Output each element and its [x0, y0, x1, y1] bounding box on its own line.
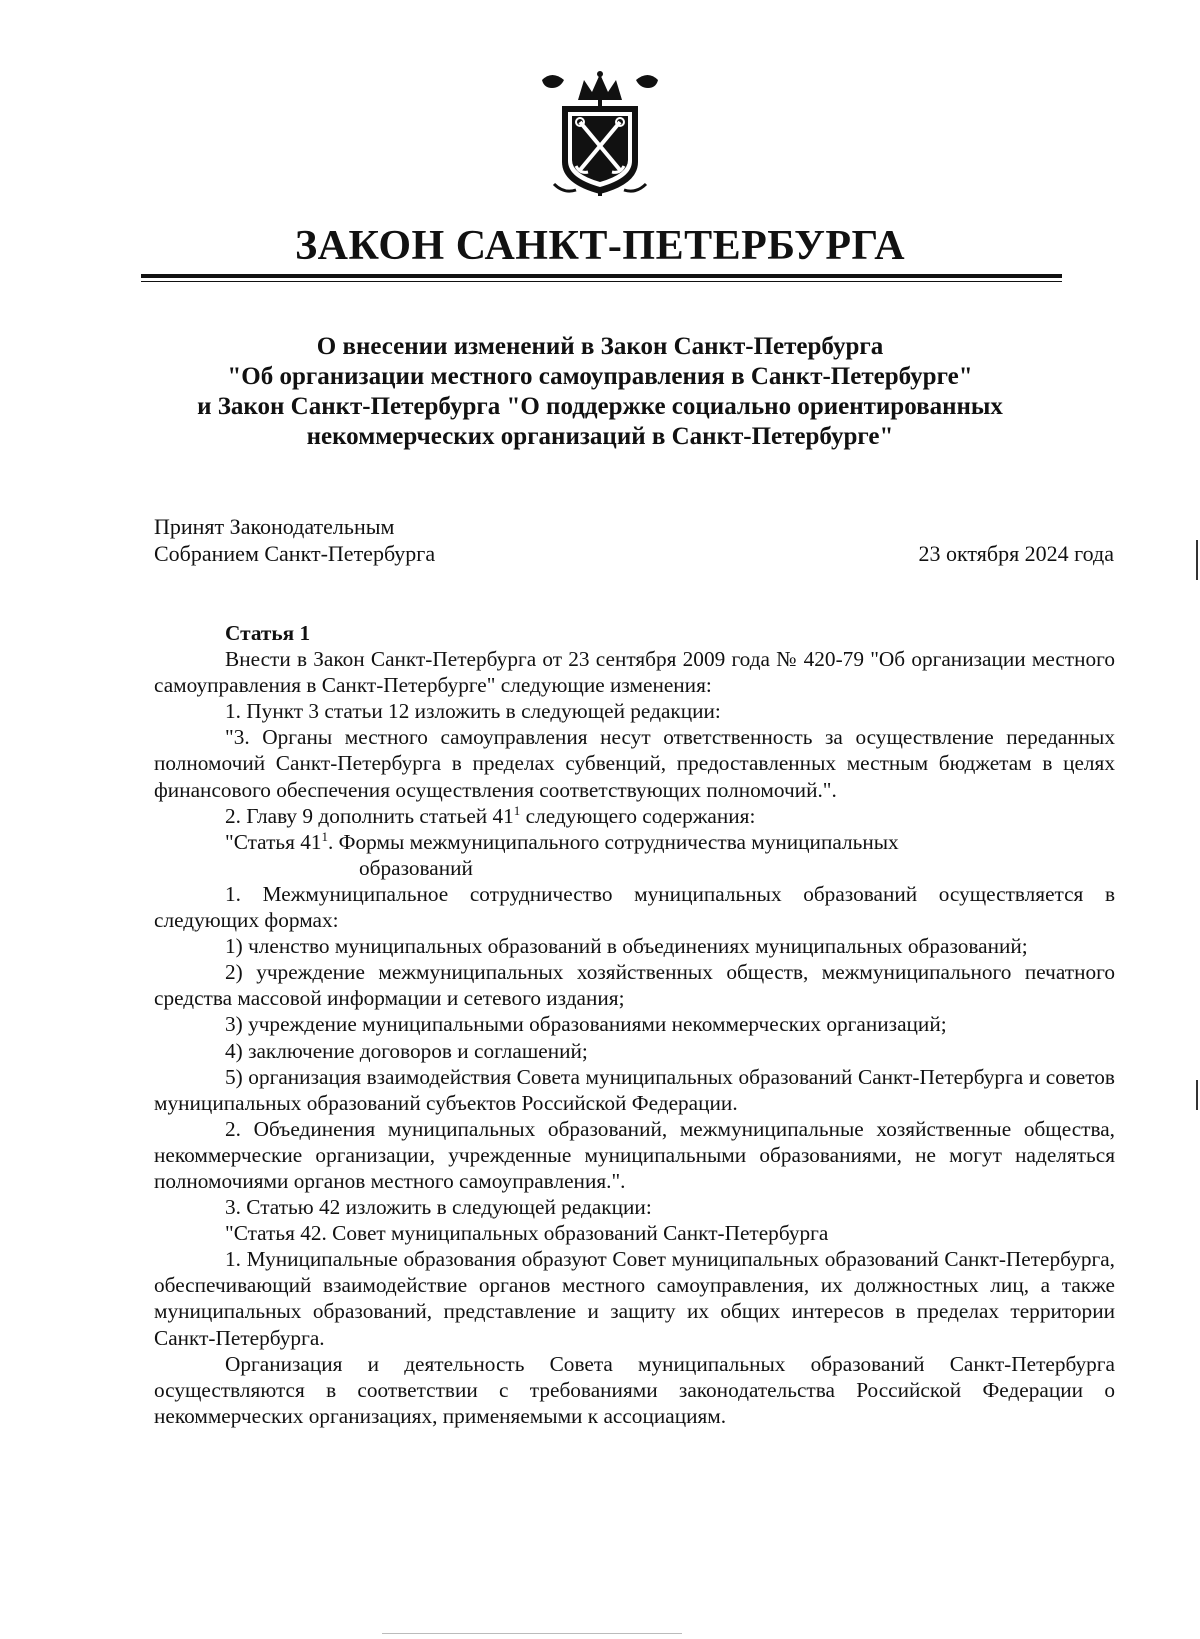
form-list-item: 3) учреждение муниципальными образованиями некоммерческих организаций; — [225, 1012, 947, 1037]
title-text: "Статья 41 — [225, 829, 322, 854]
article-paragraph: 1. Муниципальные образования образуют Совет муниципальных образований Санкт-Петербурга, обеспечивающий взаимодействие органов местного самоуправления, их должностных лиц, а также муниципальных образований, представление и защиту их общих интересов в пределах территории Санкт-Петербурга. — [154, 1247, 1115, 1350]
saint-petersburg-coat-of-arms-icon — [532, 66, 668, 202]
article-42-title: "Статья 42. Совет муниципальных образований Санкт-Петербурга — [225, 1221, 829, 1246]
adoption-line: Принят Законодательным — [154, 514, 395, 539]
title-rule-thin — [141, 281, 1062, 282]
subtitle-line: "Об организации местного самоуправления в Санкт-Петербурге" — [227, 363, 973, 390]
amendment-item: 3. Статью 42 изложить в следующей редакции: — [225, 1195, 652, 1220]
title-text: . Формы межмуниципального сотрудничества муниципальных — [328, 829, 899, 854]
scan-edge-mark — [1196, 1080, 1198, 1110]
article-heading: Статья 1 — [225, 621, 311, 645]
subtitle-line: и Закон Санкт-Петербурга "О поддержке социально ориентированных — [197, 393, 1003, 420]
amendment-item — [154, 803, 1115, 829]
form-list-item: 1) членство муниципальных образований в объединениях муниципальных образований; — [225, 934, 1028, 959]
article-paragraph: 1. Межмуниципальное сотрудничество муниципальных образований осуществляется в следующих формах: — [154, 881, 1115, 933]
title-continuation: образований — [359, 855, 473, 880]
amendment-text: "3. Органы местного самоуправления несут ответственность за осуществление переданных полномочий Санкт-Петербурга в пределах субвенций, предоставленных местным бюджетам в целях финансового обеспечения осуществления соответствующих полномочий.". — [154, 725, 1115, 802]
superscript: 1 — [513, 802, 521, 818]
title-rule-thick — [141, 274, 1062, 278]
subtitle-line: О внесении изменений в Закон Санкт-Петербурга — [316, 333, 884, 360]
subtitle-line: некоммерческих организаций в Санкт-Петербурге" — [306, 423, 894, 450]
article-paragraph: 2. Объединения муниципальных образований, межмуниципальные хозяйственные общества, некоммерческие организации, учрежденные муниципальными образованиями, не могут наделяться полномочиями органов местного самоуправления.". — [154, 1116, 1115, 1193]
adoption-statement — [154, 513, 435, 567]
scan-edge-line — [382, 1633, 682, 1634]
superscript: 1 — [321, 828, 329, 844]
law-body — [154, 620, 1115, 1429]
item-text: 2. Главу 9 дополнить статьей 41 — [225, 803, 514, 828]
form-list-item: 5) организация взаимодействия Совета муниципальных образований Санкт-Петербурга и советов муниципальных образований субъектов Российской Федерации. — [154, 1064, 1115, 1115]
adoption-line: Собранием Санкт-Петербурга — [154, 541, 436, 566]
form-list-item: 4) заключение договоров и соглашений; — [225, 1038, 588, 1063]
form-list-item: 2) учреждение межмуниципальных хозяйственных обществ, межмуниципального печатного средства массовой информации и сетевого издания; — [154, 960, 1115, 1011]
amendment-item: 1. Пункт 3 статьи 12 изложить в следующей редакции: — [225, 699, 721, 724]
article-intro: Внести в Закон Санкт-Петербурга от 23 сентября 2009 года № 420-79 "Об организации местного самоуправления в Санкт-Петербурге" следующие изменения: — [154, 647, 1115, 698]
article-41-1-title — [225, 829, 1115, 881]
item-text: следующего содержания: — [520, 803, 756, 828]
law-subtitle — [120, 332, 1080, 452]
law-title: ЗАКОН САНКТ-ПЕТЕРБУРГА — [294, 223, 906, 269]
article-paragraph: Организация и деятельность Совета муниципальных образований Санкт-Петербурга осуществляются в соответствии с требованиями законодательства Российской Федерации о некоммерческих организациях, применяемыми к ассоциациям. — [154, 1351, 1115, 1428]
adoption-date: 23 октября 2024 года — [918, 541, 1114, 566]
scan-edge-mark — [1196, 540, 1198, 580]
